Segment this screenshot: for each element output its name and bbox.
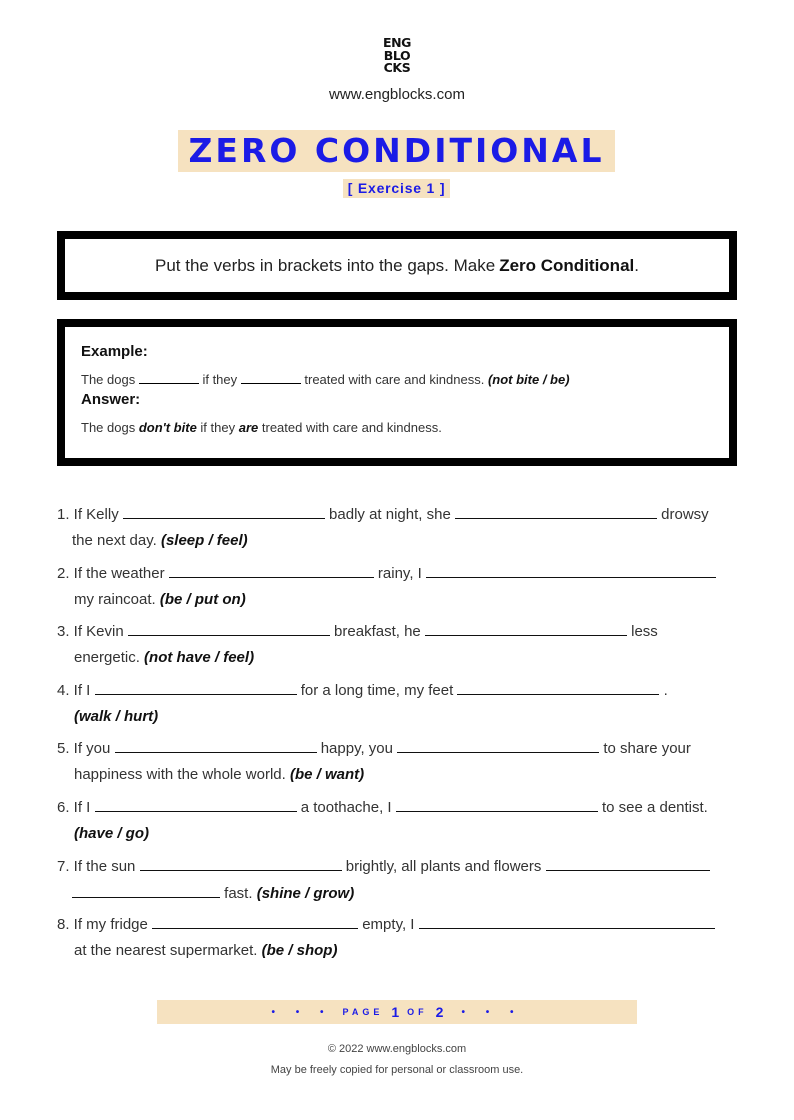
- exercise-text: happiness with the whole world.: [74, 766, 286, 784]
- exercise-text: 5. If you: [57, 740, 111, 758]
- instruction-box: [57, 231, 737, 300]
- verb-hint: (walk / hurt): [74, 707, 159, 725]
- page-total: 2: [435, 1004, 444, 1020]
- verb-hint: (shine / grow): [256, 884, 355, 902]
- page-indicator: [157, 1000, 637, 1024]
- exercise-item: [57, 679, 747, 738]
- exercise-text: a toothache, I: [300, 798, 392, 816]
- site-url[interactable]: www.engblocks.com: [329, 86, 465, 103]
- logo-line: CKS: [383, 60, 411, 75]
- logo-line: ENG: [382, 35, 412, 50]
- exercise-text: drowsy: [661, 506, 709, 523]
- exercise-text: less: [631, 623, 658, 641]
- exercise-label: [ Exercise 1 ]: [343, 179, 450, 198]
- example-text: The dogs: [81, 372, 136, 387]
- exercise-item: [57, 913, 747, 972]
- exercise-list: [57, 503, 747, 972]
- exercise-item: [57, 855, 747, 914]
- exercise-text: to share your: [603, 740, 691, 758]
- answer-gap[interactable]: [128, 620, 330, 636]
- answer-gap[interactable]: [426, 562, 716, 578]
- exercise-text: the next day.: [72, 532, 157, 549]
- exercise-item: [57, 796, 747, 855]
- answer-text: treated with care and kindness.: [261, 420, 442, 435]
- example-hint: (not bite / be): [487, 372, 570, 387]
- page-word: PAGE: [342, 1007, 384, 1017]
- exercise-text: happy, you: [320, 740, 393, 758]
- answer-gap[interactable]: [425, 620, 627, 636]
- answer-gap[interactable]: [396, 796, 598, 812]
- answer-heading: Answer:: [81, 391, 141, 408]
- decorative-dots: • • •: [461, 1006, 523, 1018]
- answer-text: The dogs: [81, 420, 136, 435]
- exercise-text: 1. If Kelly: [57, 506, 119, 523]
- exercise-item: [57, 562, 747, 621]
- answer-gap[interactable]: [457, 679, 659, 695]
- verb-hint: (be / put on): [159, 590, 246, 608]
- exercise-text: energetic.: [74, 649, 140, 667]
- answer-verb: are: [238, 420, 259, 435]
- exercise-text: to see a dentist.: [601, 798, 708, 816]
- example-gap: [139, 371, 199, 384]
- exercise-text: 6. If I: [57, 798, 91, 816]
- example-text: treated with care and kindness.: [304, 372, 485, 387]
- exercise-text: at the nearest supermarket.: [74, 942, 258, 960]
- answer-gap[interactable]: [72, 882, 220, 898]
- exercise-item: [57, 620, 747, 679]
- decorative-dots: • • •: [271, 1006, 333, 1018]
- instruction-end: .: [634, 255, 639, 275]
- exercise-text: fast.: [224, 884, 253, 902]
- logo-line: BLO: [383, 47, 411, 63]
- copyright-text: © 2022 www.engblocks.com: [327, 1043, 467, 1055]
- answer-sentence: [81, 411, 729, 435]
- example-text: if they: [202, 372, 238, 387]
- instruction-text: Put the verbs in brackets into the gaps. Make: [155, 255, 496, 275]
- license-text: May be freely copied for personal or classroom use.: [270, 1064, 524, 1076]
- exercise-text: 2. If the weather: [57, 564, 165, 582]
- verb-hint: (have / go): [74, 824, 150, 842]
- answer-gap[interactable]: [169, 562, 374, 578]
- exercise-text: rainy, I: [377, 564, 422, 582]
- exercise-text: empty, I: [362, 916, 415, 934]
- page-number: 1: [391, 1004, 400, 1020]
- exercise-text: for a long time, my feet: [300, 681, 454, 699]
- example-gap: [241, 371, 301, 384]
- answer-gap[interactable]: [95, 796, 297, 812]
- answer-gap[interactable]: [546, 855, 710, 871]
- answer-gap[interactable]: [397, 737, 599, 753]
- verb-hint: (not have / feel): [144, 649, 255, 667]
- answer-gap[interactable]: [140, 855, 342, 871]
- answer-gap[interactable]: [419, 913, 715, 929]
- worksheet-title: ZERO CONDITIONAL: [178, 130, 615, 172]
- exercise-text: brightly, all plants and flowers: [345, 857, 542, 875]
- verb-hint: (be / want): [289, 766, 365, 784]
- answer-gap[interactable]: [152, 913, 358, 929]
- exercise-text: 7. If the sun: [57, 857, 136, 875]
- exercise-item: [57, 737, 747, 796]
- verb-hint: (sleep / feel): [160, 532, 248, 549]
- exercise-text: badly at night, she: [329, 506, 451, 523]
- example-box: [57, 319, 737, 466]
- exercise-text: 8. If my fridge: [57, 916, 148, 934]
- engblocks-logo: [380, 37, 414, 75]
- example-heading: Example:: [81, 343, 148, 360]
- exercise-text: my raincoat.: [74, 590, 156, 608]
- answer-text: if they: [200, 420, 236, 435]
- answer-gap[interactable]: [115, 737, 317, 753]
- exercise-text: 4. If I: [57, 681, 91, 699]
- verb-hint: (be / shop): [261, 942, 338, 960]
- instruction-emphasis: Zero Conditional: [499, 255, 635, 275]
- example-sentence: [81, 363, 729, 387]
- answer-gap[interactable]: [123, 503, 325, 519]
- exercise-item: [57, 503, 747, 562]
- answer-verb: don't bite: [138, 420, 197, 435]
- exercise-text: .: [663, 681, 668, 699]
- exercise-text: 3. If Kevin: [57, 623, 124, 641]
- answer-gap[interactable]: [455, 503, 657, 519]
- of-word: OF: [407, 1007, 428, 1017]
- answer-gap[interactable]: [95, 679, 297, 695]
- exercise-text: breakfast, he: [334, 623, 421, 641]
